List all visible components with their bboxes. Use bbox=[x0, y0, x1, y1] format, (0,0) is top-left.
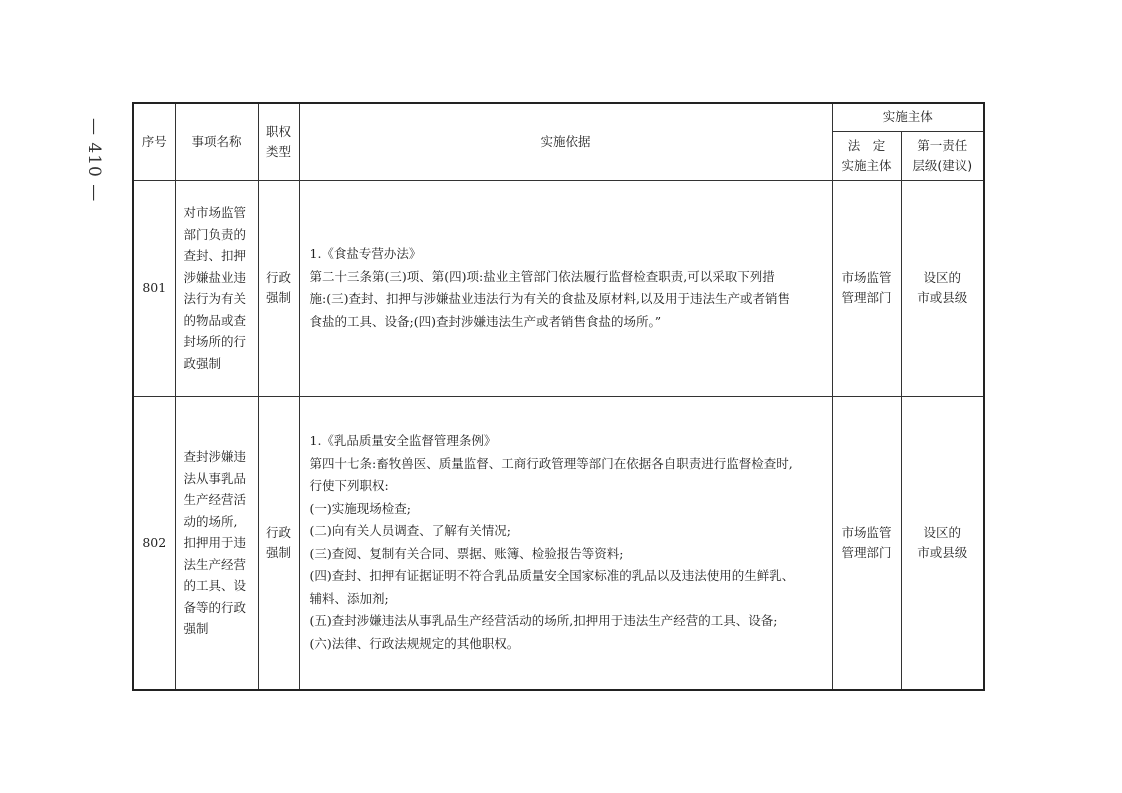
basis-line: 第四十七条:畜牧兽医、质量监督、工商行政管理等部门在依据各自职责进行监督检查时, bbox=[309, 455, 793, 471]
basis-line: 1.《乳品质量安全监督管理条例》 bbox=[309, 433, 497, 449]
basis-line: (二)向有关人员调查、了解有关情况; bbox=[309, 523, 511, 539]
row-item-name bbox=[175, 396, 258, 690]
header-item-name: 事项名称 bbox=[175, 103, 258, 180]
row-item-name bbox=[175, 180, 258, 396]
name-line: 查封涉嫌违 bbox=[183, 449, 247, 464]
type-line: 强制 bbox=[265, 544, 291, 560]
row-serial-number: 801 bbox=[133, 180, 175, 396]
header-authority-type bbox=[258, 103, 299, 180]
name-line: 法从事乳品 bbox=[183, 470, 247, 486]
header-responsibility-level-line: 第一责任 bbox=[917, 137, 968, 153]
legal-line: 管理部门 bbox=[841, 544, 892, 560]
header-legal-subject bbox=[832, 131, 901, 180]
basis-line: (六)法律、行政法规规定的其他职权。 bbox=[309, 635, 520, 651]
header-basis: 实施依据 bbox=[299, 103, 832, 180]
header-legal-subject-line: 法 定 bbox=[847, 137, 886, 153]
legal-line: 市场监管 bbox=[841, 270, 892, 285]
enforcement-table bbox=[132, 102, 985, 691]
legal-line: 市场监管 bbox=[841, 524, 892, 540]
row-basis bbox=[299, 180, 832, 396]
header-implementing-subject: 实施主体 bbox=[832, 103, 984, 131]
row-responsibility-level bbox=[901, 396, 984, 690]
row-legal-subject bbox=[832, 396, 901, 690]
basis-line: (一)实施现场检查; bbox=[309, 500, 411, 516]
header-responsibility-level bbox=[901, 131, 984, 180]
level-line: 市或县级 bbox=[917, 290, 968, 305]
name-line: 的工具、设 bbox=[183, 578, 247, 593]
table-row bbox=[133, 396, 984, 690]
name-line: 强制 bbox=[183, 621, 209, 636]
type-line: 强制 bbox=[265, 290, 291, 305]
row-legal-subject bbox=[832, 180, 901, 396]
name-line: 对市场监管 bbox=[183, 205, 247, 220]
name-line: 政强制 bbox=[183, 355, 222, 371]
basis-line: 行使下列职权: bbox=[309, 478, 389, 494]
basis-line: (五)查封涉嫌违法从事乳品生产经营活动的场所,扣押用于违法生产经营的工具、设备; bbox=[309, 613, 778, 629]
page-number: — 410 — bbox=[84, 118, 104, 203]
name-line: 动的场所, bbox=[183, 513, 238, 529]
name-line: 生产经营活 bbox=[183, 492, 247, 507]
header-authority-type-line: 类型 bbox=[265, 143, 291, 159]
row-serial-number: 802 bbox=[133, 396, 175, 690]
row-responsibility-level bbox=[901, 180, 984, 396]
name-line: 扣押用于违 bbox=[183, 535, 247, 550]
basis-line: 食盐的工具、设备;(四)查封涉嫌违法生产或者销售食盐的场所。” bbox=[309, 313, 662, 329]
name-line: 部门负责的 bbox=[183, 226, 247, 242]
basis-line: (三)查阅、复制有关合同、票据、账簿、检验报告等资料; bbox=[309, 545, 624, 561]
name-line: 备等的行政 bbox=[183, 599, 247, 615]
name-line: 的物品或查 bbox=[183, 312, 247, 328]
basis-line: 第二十三条第(三)项、第(四)项:盐业主管部门依法履行监督检查职责,可以采取下列措 bbox=[309, 268, 775, 284]
level-line: 设区的 bbox=[923, 524, 962, 540]
table-row bbox=[133, 180, 984, 396]
header-authority-type-line: 职权 bbox=[265, 123, 291, 139]
row-authority-type bbox=[258, 396, 299, 690]
level-line: 市或县级 bbox=[917, 544, 968, 560]
basis-line: 辅料、添加剂; bbox=[309, 590, 389, 606]
legal-line: 管理部门 bbox=[841, 290, 892, 305]
header-legal-subject-line: 实施主体 bbox=[841, 157, 892, 173]
name-line: 法行为有关 bbox=[183, 291, 247, 306]
name-line: 法生产经营 bbox=[183, 556, 247, 572]
row-basis bbox=[299, 396, 832, 690]
basis-line: (四)查封、扣押有证据证明不符合乳品质量安全国家标准的乳品以及违法使用的生鲜乳、 bbox=[309, 568, 795, 584]
basis-line: 施:(三)查封、扣押与涉嫌盐业违法行为有关的食盐及原材料,以及用于违法生产或者销售 bbox=[309, 291, 790, 306]
name-line: 涉嫌盐业违 bbox=[183, 269, 247, 285]
header-responsibility-level-line: 层级(建议) bbox=[912, 157, 973, 173]
type-line: 行政 bbox=[265, 270, 291, 285]
basis-line: 1.《食盐专营办法》 bbox=[309, 246, 422, 261]
name-line: 封场所的行 bbox=[183, 334, 247, 349]
header-serial-number: 序号 bbox=[133, 103, 175, 180]
name-line: 查封、扣押 bbox=[183, 248, 247, 263]
type-line: 行政 bbox=[265, 524, 291, 540]
row-authority-type bbox=[258, 180, 299, 396]
level-line: 设区的 bbox=[923, 270, 962, 285]
